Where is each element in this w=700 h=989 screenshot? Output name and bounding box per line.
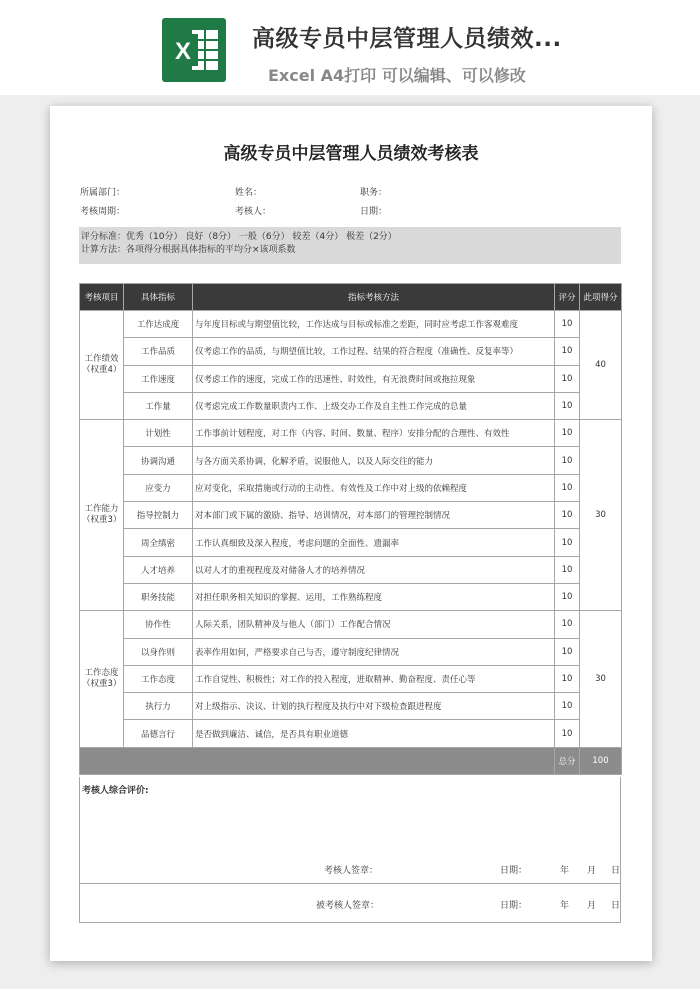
table-row [80, 420, 622, 447]
method-cell: 以对人才的重视程度及对储备人才的培养情况 [193, 556, 555, 583]
assessor-day: 日 [611, 866, 621, 876]
table-row [80, 720, 622, 747]
excel-icon [162, 18, 226, 82]
method-cell: 仅考虑工作的品质，与期望值比较，工作过程、结果的符合程度（准确性、反复率等） [193, 338, 555, 365]
indicator-cell: 执行力 [124, 693, 193, 720]
table-row [80, 529, 622, 556]
table-row [80, 392, 622, 419]
table-row [80, 556, 622, 583]
score-cell: 10 [555, 474, 580, 501]
banner-title: 高级专员中层管理人员绩效... [252, 26, 562, 52]
score-cell: 10 [555, 611, 580, 638]
total-spacer [80, 747, 555, 774]
header-banner [0, 0, 700, 95]
method-cell: 与年度目标或与期望值比较，工作达成与目标或标准之差距，同时应考虑工作客观难度 [193, 311, 555, 338]
excel-icon-letter: X [174, 38, 192, 65]
method-cell: 人际关系，团队精神及与他人（部门）工作配合情况 [193, 611, 555, 638]
assessee-month: 月 [587, 901, 597, 911]
table-row [80, 311, 622, 338]
score-cell: 10 [555, 365, 580, 392]
indicator-cell: 以身作则 [124, 638, 193, 665]
assessor-date-label: 日期： [500, 866, 528, 876]
method-cell: 仅考虑工作的速度，完成工作的迅速性、时效性，有无浪费时间或拖拉现象 [193, 365, 555, 392]
field-dept: 所属部门： [80, 188, 126, 198]
method-cell: 与各方面关系协调，化解矛盾，说服他人，以及人际交往的能力 [193, 447, 555, 474]
score-cell: 10 [555, 392, 580, 419]
indicator-cell: 计划性 [124, 420, 193, 447]
assessor-year: 年 [560, 866, 570, 876]
assessee-sign-label: 被考核人签章： [316, 901, 380, 911]
field-name: 姓名： [235, 188, 263, 198]
score-cell: 10 [555, 502, 580, 529]
field-date: 日期： [360, 207, 388, 217]
category-cell: 工作态度（权重3） [80, 611, 124, 747]
score-cell: 10 [555, 338, 580, 365]
table-row [80, 693, 622, 720]
table-row [80, 447, 622, 474]
comments-label: 考核人综合评价: [82, 786, 149, 796]
score-cell: 10 [555, 638, 580, 665]
method-cell: 工作事前计划程度，对工作（内容、时间、数量、程序）安排分配的合理性、有效性 [193, 420, 555, 447]
rating-box [79, 227, 621, 264]
category-cell: 工作能力（权重3） [80, 420, 124, 611]
assessor-sign-label: 考核人签章： [324, 866, 379, 876]
indicator-cell: 周全缜密 [124, 529, 193, 556]
comments-divider [80, 883, 620, 884]
table-row [80, 638, 622, 665]
indicator-cell: 品德言行 [124, 720, 193, 747]
score-cell: 10 [555, 447, 580, 474]
table-header-row [80, 284, 622, 311]
score-cell: 10 [555, 665, 580, 692]
field-assessor: 考核人： [235, 207, 272, 217]
assessee-date-label: 日期： [500, 901, 528, 911]
table-row [80, 611, 622, 638]
assessee-day: 日 [611, 901, 621, 911]
method-cell: 应对变化，采取措施或行动的主动性、有效性及工作中对上级的依赖程度 [193, 474, 555, 501]
indicator-cell: 协调沟通 [124, 447, 193, 474]
document-page [50, 106, 652, 961]
total-label: 总分 [555, 747, 580, 774]
assessor-month: 月 [587, 866, 597, 876]
score-cell: 10 [555, 556, 580, 583]
indicator-cell: 工作达成度 [124, 311, 193, 338]
document-title: 高级专员中层管理人员绩效考核表 [223, 144, 479, 164]
category-cell: 工作绩效（权重4） [80, 311, 124, 420]
header-category: 考核项目 [80, 284, 124, 311]
indicator-cell: 工作速度 [124, 365, 193, 392]
header-indicator: 具体指标 [124, 284, 193, 311]
item-score-cell: 30 [580, 611, 622, 747]
score-cell: 10 [555, 720, 580, 747]
indicator-cell: 应变力 [124, 474, 193, 501]
method-cell: 工作自觉性、积极性；对工作的投入程度，进取精神、勤奋程度、责任心等 [193, 665, 555, 692]
score-cell: 10 [555, 311, 580, 338]
item-score-cell: 30 [580, 420, 622, 611]
header-item-score: 此项得分 [580, 284, 622, 311]
indicator-cell: 工作量 [124, 392, 193, 419]
method-cell: 对担任职务相关知识的掌握、运用，工作熟练程度 [193, 583, 555, 610]
score-cell: 10 [555, 693, 580, 720]
header-method: 指标考核方法 [193, 284, 555, 311]
method-cell: 仅考虑完成工作数量职责内工作、上级交办工作及自主性工作完成的总量 [193, 392, 555, 419]
comments-section [79, 777, 621, 923]
total-value: 100 [580, 747, 622, 774]
score-cell: 10 [555, 420, 580, 447]
indicator-cell: 协作性 [124, 611, 193, 638]
method-cell: 是否做到廉洁、诚信，是否具有职业道德 [193, 720, 555, 747]
item-score-cell: 40 [580, 311, 622, 420]
indicator-cell: 职务技能 [124, 583, 193, 610]
table-row [80, 474, 622, 501]
indicator-cell: 工作态度 [124, 665, 193, 692]
method-cell: 表率作用如何，严格要求自己与否，遵守制度纪律情况 [193, 638, 555, 665]
indicator-cell: 指导控制力 [124, 502, 193, 529]
table-row [80, 502, 622, 529]
indicator-cell: 工作品质 [124, 338, 193, 365]
method-cell: 对本部门或下属的激励、指导、培训情况，对本部门的管理控制情况 [193, 502, 555, 529]
score-cell: 10 [555, 583, 580, 610]
table-row [80, 365, 622, 392]
table-row [80, 338, 622, 365]
field-period: 考核周期： [80, 207, 126, 217]
field-position: 职务： [360, 188, 388, 198]
banner-subtitle: Excel A4打印 可以编辑、可以修改 [268, 66, 526, 85]
assessee-year: 年 [560, 901, 570, 911]
indicator-cell: 人才培养 [124, 556, 193, 583]
total-row [80, 747, 622, 774]
method-cell: 对上级指示、决议、计划的执行程度及执行中对下级检查跟进程度 [193, 693, 555, 720]
score-cell: 10 [555, 529, 580, 556]
calc-method: 计算方法：各项得分根据具体指标的平均分×该项系数 [81, 245, 296, 255]
header-score: 评分 [555, 284, 580, 311]
rating-standard: 评分标准：优秀（10分） 良好（8分） 一般（6分） 较差（4分） 极差（2分） [81, 232, 397, 242]
method-cell: 工作认真细致及深入程度，考虑问题的全面性、遗漏率 [193, 529, 555, 556]
table-row [80, 583, 622, 610]
table-row [80, 665, 622, 692]
assessment-table [79, 283, 622, 775]
